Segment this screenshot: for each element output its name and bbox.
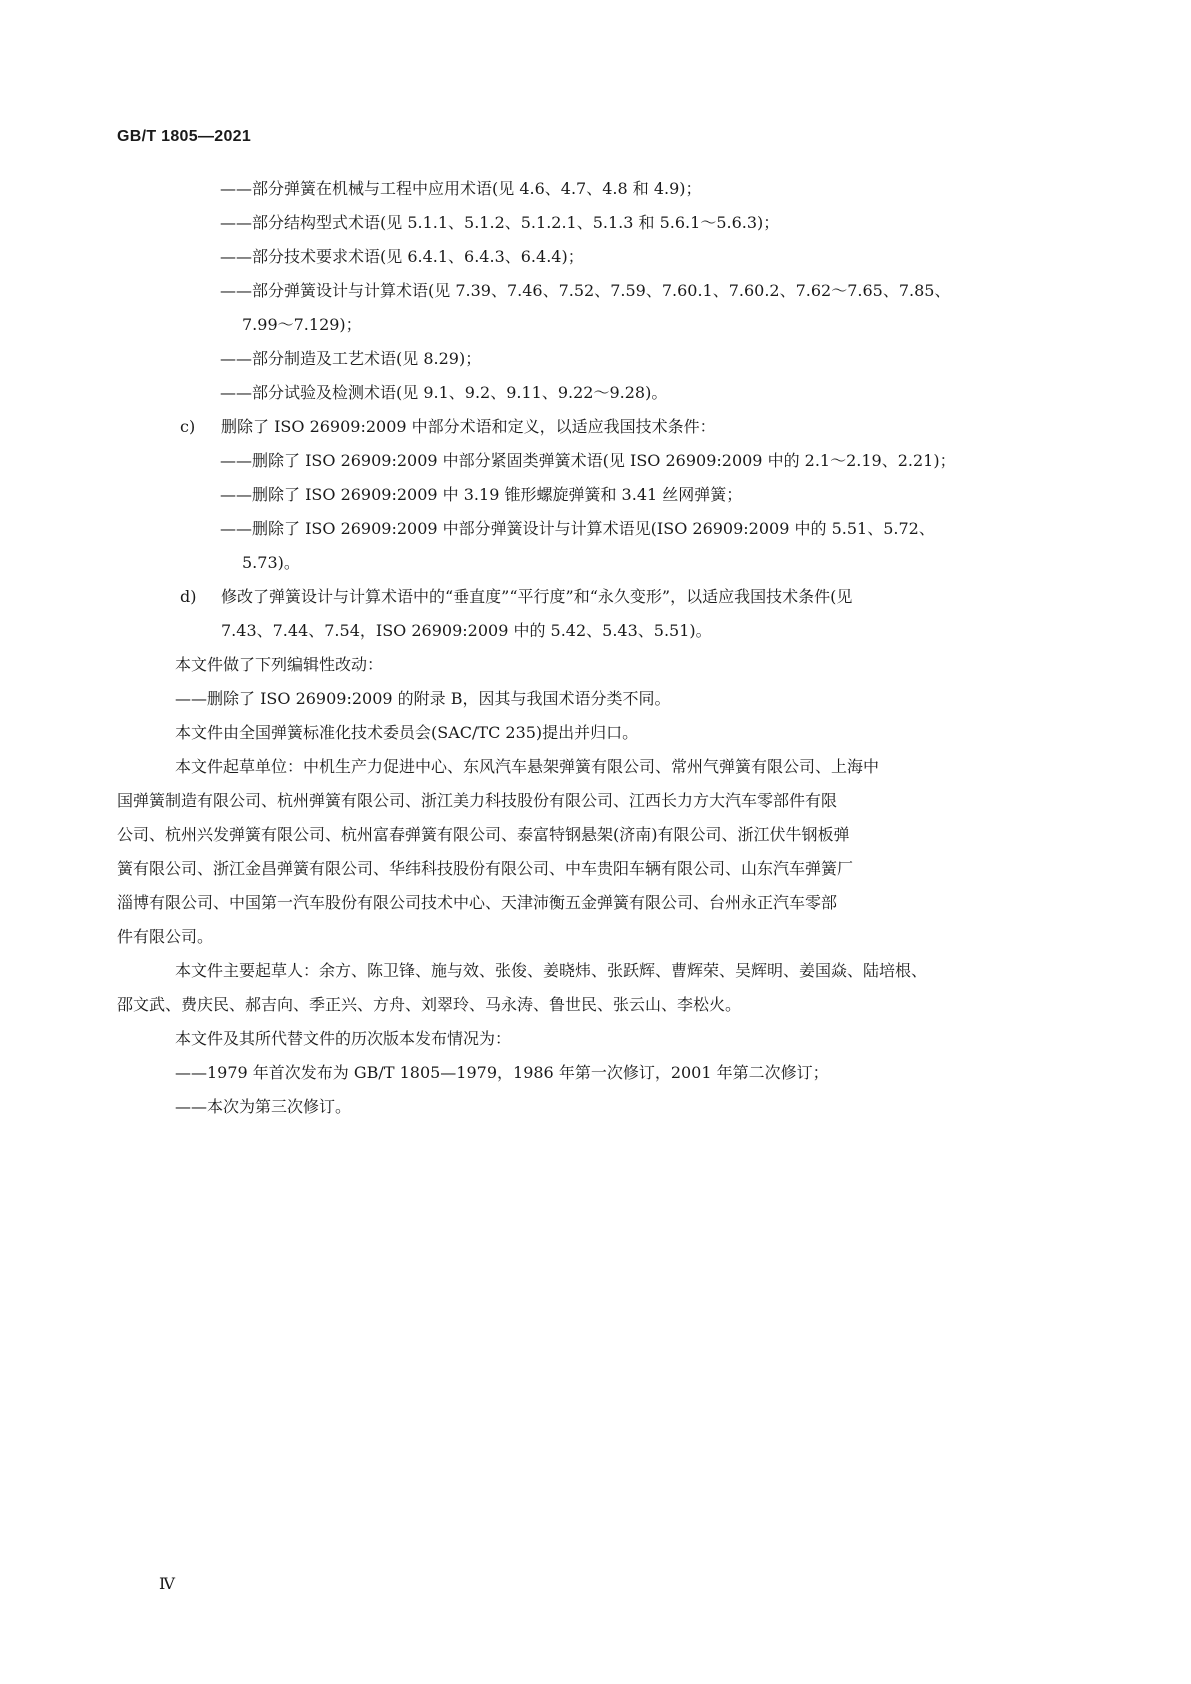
deleted-term-item: ——删除了 ISO 26909:2009 中部分弹簧设计与计算术语见(ISO 26909:2009 中的 5.51、5.72、 <box>220 519 935 538</box>
list-marker-d: d) <box>180 587 197 606</box>
term-item: ——部分结构型式术语(见 5.1.1、5.1.2、5.1.2.1、5.1.3 和 5.6.1～5.6.3)； <box>220 213 780 232</box>
term-item: ——部分弹簧在机械与工程中应用术语(见 4.6、4.7、4.8 和 4.9)； <box>220 179 702 198</box>
drafting-units-line: 公司、杭州兴发弹簧有限公司、杭州富春弹簧有限公司、泰富特钢悬架(济南)有限公司、浙江伏牛钢板弹 <box>117 825 850 844</box>
proposed-by-paragraph: 本文件由全国弹簧标准化技术委员会(SAC/TC 235)提出并归口。 <box>175 723 639 742</box>
page-number: Ⅳ <box>159 1574 175 1593</box>
list-item-c-text: 删除了 ISO 26909:2009 中部分术语和定义，以适应我国技术条件： <box>221 417 716 436</box>
term-item: ——部分试验及检测术语(见 9.1、9.2、9.11、9.22～9.28)。 <box>220 383 668 402</box>
editorial-intro: 本文件做了下列编辑性改动： <box>175 655 384 674</box>
list-marker-c: c) <box>180 417 196 436</box>
term-item-continuation: 7.99～7.129)； <box>242 315 362 334</box>
document-body <box>117 172 1070 1124</box>
term-item: ——部分制造及工艺术语(见 8.29)； <box>220 349 482 368</box>
list-item-d-continuation: 7.43、7.44、7.54，ISO 26909:2009 中的 5.42、5.43、5.51)。 <box>221 621 712 640</box>
deleted-term-item: ——删除了 ISO 26909:2009 中部分紧固类弹簧术语(见 ISO 26909:2009 中的 2.1～2.19、2.21)； <box>220 451 956 470</box>
drafting-units-line: 国弹簧制造有限公司、杭州弹簧有限公司、浙江美力科技股份有限公司、江西长力方大汽车零部件有限 <box>117 791 838 810</box>
drafting-units-line: 本文件起草单位：中机生产力促进中心、东风汽车悬架弹簧有限公司、常州气弹簧有限公司、上海中 <box>175 757 880 776</box>
list-item-d-text: 修改了弹簧设计与计算术语中的“垂直度”“平行度”和“永久变形”，以适应我国技术条件(见 <box>221 587 853 606</box>
history-item: ——1979 年首次发布为 GB/T 1805—1979，1986 年第一次修订，2001 年第二次修订； <box>175 1063 829 1082</box>
term-item: ——部分弹簧设计与计算术语(见 7.39、7.46、7.52、7.59、7.60.1、7.60.2、7.62～7.65、7.85、 <box>220 281 951 300</box>
list-item-c <box>117 410 1070 444</box>
drafting-units-line: 簧有限公司、浙江金昌弹簧有限公司、华纬科技股份有限公司、中车贵阳车辆有限公司、山东汽车弹簧厂 <box>117 859 854 878</box>
deleted-term-item: ——删除了 ISO 26909:2009 中 3.19 锥形螺旋弹簧和 3.41 丝网弹簧； <box>220 485 743 504</box>
editorial-item: ——删除了 ISO 26909:2009 的附录 B，因其与我国术语分类不同。 <box>175 689 671 708</box>
drafters-line: 邵文武、费庆民、郝吉向、季正兴、方舟、刘翠玲、马永涛、鲁世民、张云山、李松火。 <box>117 995 742 1014</box>
list-item-d <box>117 580 1070 614</box>
drafting-units-line: 件有限公司。 <box>117 927 214 946</box>
drafters-line: 本文件主要起草人：余方、陈卫锋、施与效、张俊、姜晓炜、张跃辉、曹辉荣、吴辉明、姜国焱、陆培根、 <box>175 961 928 980</box>
deleted-term-continuation: 5.73)。 <box>242 553 300 572</box>
history-intro: 本文件及其所代替文件的历次版本发布情况为： <box>175 1029 512 1048</box>
drafting-units-line: 淄博有限公司、中国第一汽车股份有限公司技术中心、天津沛衡五金弹簧有限公司、台州永正汽车零部 <box>117 893 838 912</box>
standard-code-header: GB/T 1805—2021 <box>117 128 252 145</box>
history-item: ——本次为第三次修订。 <box>175 1097 352 1116</box>
term-item: ——部分技术要求术语(见 6.4.1、6.4.3、6.4.4)； <box>220 247 584 266</box>
